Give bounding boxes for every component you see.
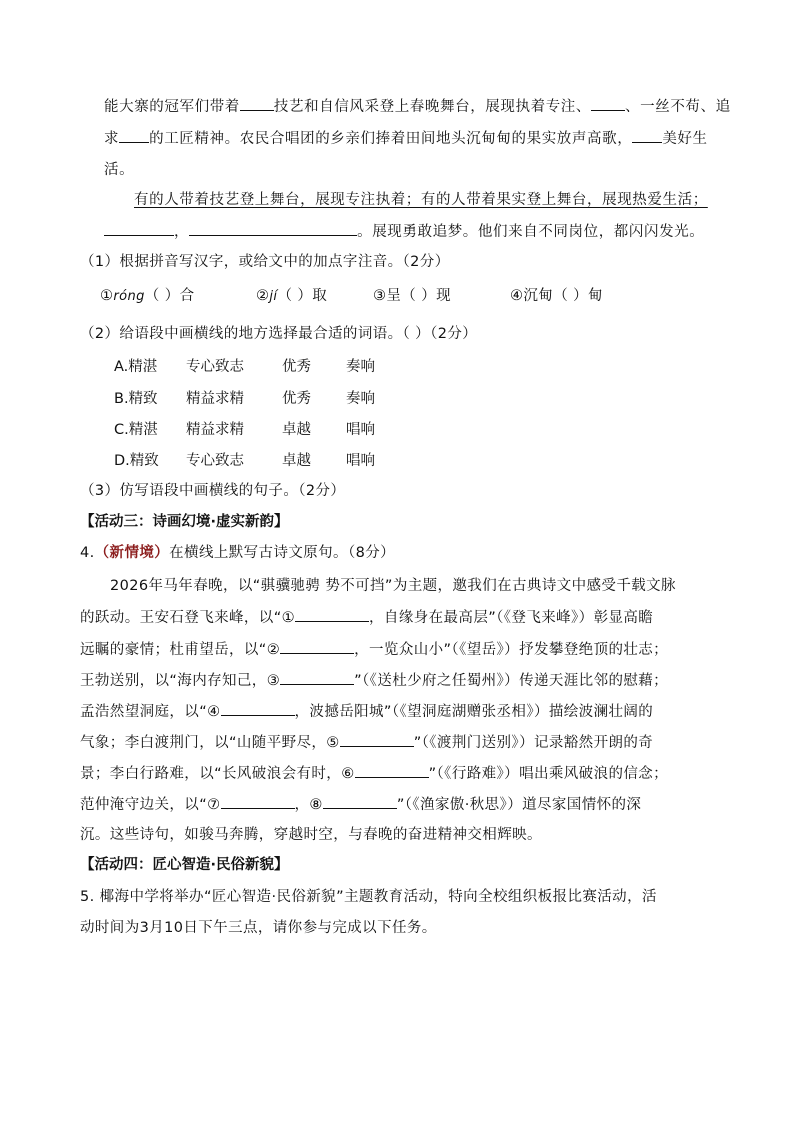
q4-text: ”（《渡荆门送别》）记录豁然开朗的奇 (413, 735, 654, 751)
passage-text: 技艺和自信风采登上春晚舞台，展现执着专注、 (273, 99, 592, 115)
activity3-heading-text: 【活动三：诗画幻境·虚实新韵】 (80, 514, 289, 530)
imitation-blank-2[interactable] (189, 221, 357, 236)
q4-text: ，一览众山小”（《望岳》）抒发攀登绝顶的壮志； (354, 642, 669, 658)
q1-items (100, 286, 195, 307)
q4-number: 4. (80, 545, 95, 561)
q4-text: 的跃动。王安石登飞来峰，以“① (80, 610, 296, 626)
option-text: C.精湛 (114, 422, 158, 438)
q4-text: ”（《渔家傲·秋思》）道尽家国情怀的深 (396, 797, 642, 813)
option-text: 专心致志 (186, 453, 244, 469)
poem-blank-5[interactable] (340, 732, 414, 747)
q1-item1-num: ① (100, 288, 114, 304)
option-text: 优秀 (282, 359, 311, 375)
activity3-heading (80, 512, 289, 532)
blank-4[interactable] (632, 128, 662, 143)
passage-text: 、一丝不苟、追 (625, 99, 731, 115)
model-sentence: 有的人带着技艺登上舞台，展现专注执着；有的人带着果实登上舞台，展现热爱生活； (134, 192, 708, 208)
q5-line-2 (80, 918, 437, 938)
passage-line-5 (104, 221, 704, 242)
poem-blank-8[interactable] (323, 794, 397, 809)
q1-item4 (510, 286, 603, 306)
q4-text: ，自缘身在最高层”（《登飞来峰》）彰显高瞻 (369, 610, 654, 626)
q4-text: 气象；李白渡荆门，以“山随平野尽，⑤ (80, 735, 340, 751)
q4-title-line (80, 543, 395, 563)
q4-title: 在横线上默写古诗文原句。（8分） (169, 545, 396, 561)
q4-text: 孟浩然望洞庭，以“④ (80, 704, 221, 720)
q4-line-5 (80, 701, 653, 722)
q4-text: 远瞩的豪情；杜甫望岳，以“② (80, 642, 281, 658)
q1-item2 (256, 286, 327, 307)
option-text: B.精致 (114, 391, 158, 407)
q1-item1-pinyin: róng (113, 289, 145, 304)
passage-text: 的工匠精神。农民合唱团的乡亲们捧着田间地头沉甸甸的果实放声高歌， (149, 131, 633, 147)
q1-label (80, 252, 450, 272)
q4-line-1 (110, 576, 676, 596)
q5-line-1 (80, 887, 657, 907)
passage-text: ， (174, 224, 190, 240)
passage-text: 能大寨的冠军们带着 (104, 99, 240, 115)
q1-item1-answer[interactable]: （ ）合 (144, 288, 195, 304)
q1-item3 (373, 286, 451, 306)
q1-item2-pinyin: jí (269, 289, 278, 304)
blank-2[interactable] (591, 96, 625, 111)
option-text: 专心致志 (186, 359, 244, 375)
q4-text: ”（《行路难》）唱出乘风破浪的信念； (428, 766, 669, 782)
option-text: 卓越 (282, 453, 311, 469)
q2-label (80, 324, 477, 344)
model-sentence-line (134, 190, 708, 210)
imitation-blank-1[interactable] (104, 221, 174, 236)
q4-text: 范仲淹守边关，以“⑦ (80, 797, 221, 813)
q1-item3-answer[interactable]: ③呈（ ）现 (373, 288, 452, 304)
q4-text: ”（《送杜少府之任蜀州》）传递天涯比邻的慰藉； (354, 673, 669, 689)
q5-text: 动时间为3月10日下午三点，请你参与完成以下任务。 (80, 920, 437, 936)
poem-blank-6[interactable] (355, 763, 429, 778)
q4-line-7 (80, 763, 668, 784)
q4-text: 2026年马年春晚，以“骐骥驰骋 势不可挡”为主题，邀我们在古典诗文中感受千载文脉 (110, 578, 676, 594)
blank-3[interactable] (119, 128, 149, 143)
blank-1[interactable] (240, 96, 274, 111)
q1-item4-answer[interactable]: ④沉甸（ ）甸 (510, 288, 603, 304)
q4-text: ，波撼岳阳城”（《望洞庭湖赠张丞相》）描绘波澜壮阔的 (294, 704, 654, 720)
poem-blank-7[interactable] (221, 794, 295, 809)
q5-text: 5. 椰海中学将举办“匠心智造·民俗新貌”主题教育活动，特向全校组织板报比赛活动，活 (80, 889, 657, 905)
q4-line-9 (80, 825, 542, 845)
option-text: 奏响 (346, 359, 375, 375)
q1-item2-num: ② (256, 288, 270, 304)
q4-line-3 (80, 639, 668, 660)
q4-text: 沉。这些诗句，如骏马奔腾，穿越时空，与春晚的奋进精神交相辉映。 (80, 827, 542, 843)
option-text: 奏响 (346, 391, 375, 407)
activity4-heading-text: 【活动四：匠心智造·民俗新貌】 (80, 857, 289, 873)
q1-item2-answer[interactable]: （ ）取 (277, 288, 328, 304)
passage-text: 活。 (104, 162, 135, 178)
q4-line-8 (80, 794, 641, 815)
q4-line-6 (80, 732, 653, 753)
poem-blank-1[interactable] (295, 607, 369, 622)
option-text: 卓越 (282, 422, 311, 438)
activity4-heading (80, 855, 289, 875)
passage-text: 美好生 (662, 131, 708, 147)
passage-text: 求 (104, 131, 120, 147)
q1-label-text: （1）根据拼音写汉字，或给文中的加点字注音。（2分） (80, 254, 450, 270)
option-text: 唱响 (346, 422, 375, 438)
option-text: D.精致 (114, 453, 159, 469)
q3-label (80, 481, 345, 501)
option-text: A.精湛 (114, 359, 158, 375)
passage-line-1 (104, 96, 731, 117)
passage-line-2 (104, 128, 708, 149)
option-text: 唱响 (346, 453, 375, 469)
q4-line-4 (80, 670, 668, 691)
poem-blank-2[interactable] (280, 639, 354, 654)
poem-blank-3[interactable] (280, 670, 354, 685)
passage-text: 。展现勇敢追梦。他们来自不同岗位，都闪闪发光。 (357, 224, 705, 240)
q4-text: 景；李白行路难，以“长风破浪会有时，⑥ (80, 766, 355, 782)
q4-text: ，⑧ (294, 797, 323, 813)
q3-label-text: （3）仿写语段中画横线的句子。（2分） (80, 483, 346, 499)
new-context-tag: （新情境） (94, 545, 170, 561)
option-text: 精益求精 (186, 422, 244, 438)
q4-text: 王勃送别，以“海内存知己，③ (80, 673, 281, 689)
passage-line-3 (104, 160, 134, 180)
q4-line-2 (80, 607, 653, 628)
option-text: 优秀 (282, 391, 311, 407)
q2-label-text: （2）给语段中画横线的地方选择最合适的词语。（ ）（2分） (80, 326, 478, 342)
option-text: 精益求精 (186, 391, 244, 407)
poem-blank-4[interactable] (221, 701, 295, 716)
